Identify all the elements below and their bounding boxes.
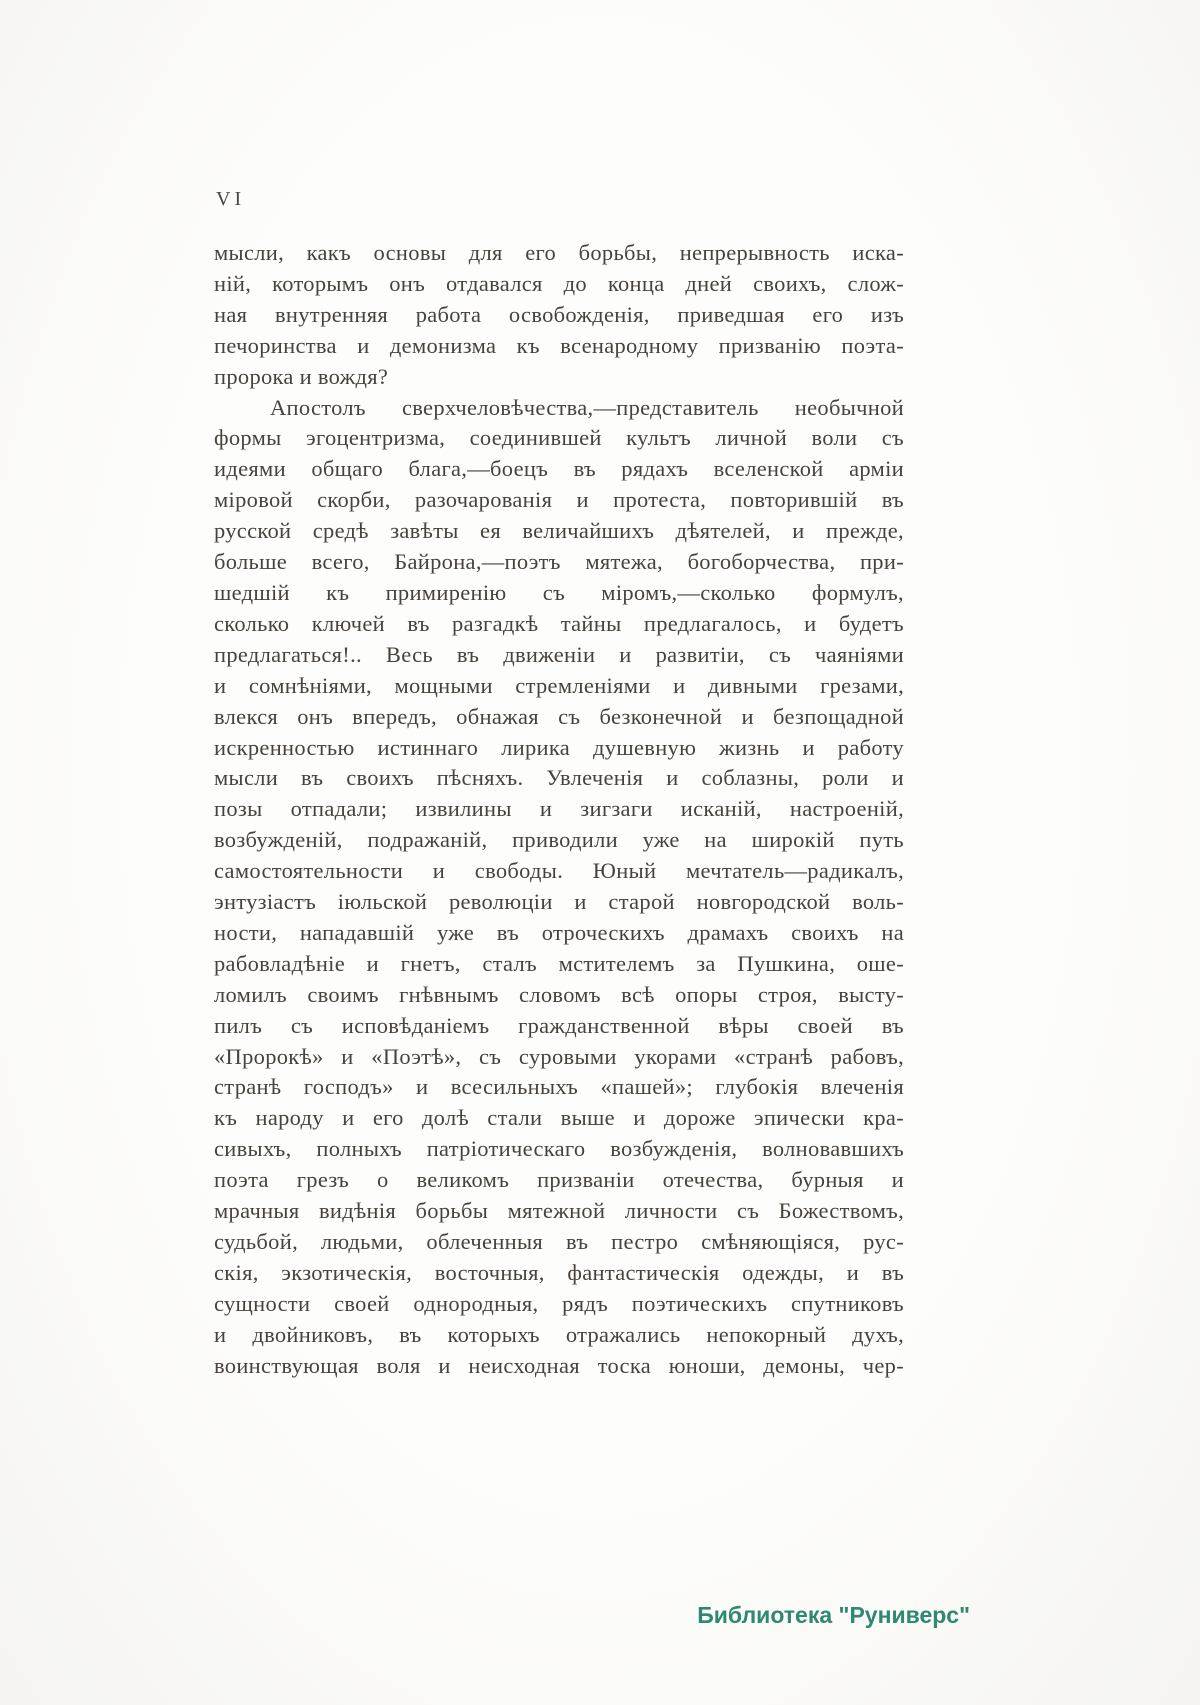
page-number: VI bbox=[216, 188, 246, 210]
text-line: ломилъ своимъ гнѣвнымъ словомъ всѣ опоры строя, высту- bbox=[214, 981, 904, 1007]
watermark-runivers: Библиотека "Руниверс" bbox=[697, 1602, 970, 1628]
text-block bbox=[214, 238, 904, 1382]
text-line: ная внутренняя работа освобожденія, приведшая его изъ bbox=[214, 301, 904, 327]
text-line: воинствующая воля и неисходная тоска юноши, демоны, чер- bbox=[214, 1352, 904, 1378]
text-line: поэта грезъ о великомъ призваніи отечества, бурныя и bbox=[214, 1167, 904, 1193]
text-line: Апостолъ сверхчеловѣчества,—представитель необычной bbox=[270, 394, 904, 420]
text-line: странѣ господъ» и всесильныхъ «пашей»; глубокія влеченія bbox=[214, 1074, 904, 1100]
text-line: скія, экзотическія, восточныя, фантастическія одежды, и въ bbox=[214, 1259, 904, 1285]
text-line: печоринства и демонизма къ всенародному призванію поэта- bbox=[214, 332, 904, 358]
paragraph bbox=[214, 393, 904, 1382]
text-line: идеями общаго блага,—боецъ въ рядахъ вселенской арміи bbox=[214, 456, 904, 482]
text-line: возбужденій, подражаній, приводили уже на широкій путь bbox=[214, 827, 904, 853]
text-line: предлагаться!.. Весь въ движеніи и развитіи, съ чаяніями bbox=[214, 641, 904, 667]
text-line: сколько ключей въ разгадкѣ тайны предлагалось, и будетъ bbox=[214, 610, 904, 636]
text-line: ній, которымъ онъ отдавался до конца дней своихъ, слож- bbox=[214, 270, 904, 296]
text-line: энтузіастъ іюльской революціи и старой новгородской воль- bbox=[214, 889, 904, 915]
text-line: сивыхъ, полныхъ патріотическаго возбужденія, волновавшихъ bbox=[214, 1136, 904, 1162]
text-line: шедшій къ примиренію съ міромъ,—сколько формулъ, bbox=[214, 579, 904, 605]
text-line: самостоятельности и свободы. Юный мечтатель—радикалъ, bbox=[214, 858, 904, 884]
text-line: судьбой, людьми, облеченныя въ пестро смѣняющіяся, рус- bbox=[214, 1229, 904, 1254]
paragraph bbox=[214, 238, 904, 393]
text-line: русской средѣ завѣты ея величайшихъ дѣятелей, и прежде, bbox=[214, 518, 904, 544]
text-line: и сомнѣніями, мощными стремленіями и дивными грезами, bbox=[214, 672, 904, 698]
text-line: позы отпадали; извилины и зигзаги исканій, настроеній, bbox=[214, 796, 904, 822]
text-line: мрачныя видѣнія борьбы мятежной личности съ Божествомъ, bbox=[214, 1198, 904, 1224]
text-line: мысли въ своихъ пѣсняхъ. Увлеченія и соблазны, роли и bbox=[214, 765, 904, 791]
text-line: рабовладѣніе и гнетъ, сталъ мстителемъ за Пушкина, оше- bbox=[214, 950, 904, 976]
text-line: ности, нападавшій уже въ отроческихъ драмахъ своихъ на bbox=[214, 919, 904, 945]
text-line: къ народу и его долѣ стали выше и дороже эпически кра- bbox=[214, 1105, 904, 1131]
text-line: сущности своей однородныя, рядъ поэтическихъ спутниковъ bbox=[214, 1290, 904, 1316]
text-line: влекся онъ впередъ, обнажая съ безконечной и безпощадной bbox=[214, 703, 904, 729]
text-line: больше всего, Байрона,—поэтъ мятежа, богоборчества, при- bbox=[214, 549, 904, 575]
text-line: пророка и вождя? bbox=[214, 363, 389, 389]
text-line: «Пророкѣ» и «Поэтѣ», съ суровыми укорами «странѣ рабовъ, bbox=[214, 1043, 904, 1069]
text-line: пилъ съ исповѣданіемъ гражданственной вѣры своей въ bbox=[214, 1012, 904, 1038]
text-line: формы эгоцентризма, соединившей культъ личной воли съ bbox=[214, 425, 904, 451]
text-line: мысли, какъ основы для его борьбы, непрерывность иска- bbox=[214, 240, 904, 265]
text-line: міровой скорби, разочарованія и протеста, повторившій въ bbox=[214, 487, 904, 513]
text-line: искренностью истиннаго лирика душевную жизнь и работу bbox=[214, 734, 904, 760]
text-line: и двойниковъ, въ которыхъ отражались непокорный духъ, bbox=[214, 1321, 904, 1347]
